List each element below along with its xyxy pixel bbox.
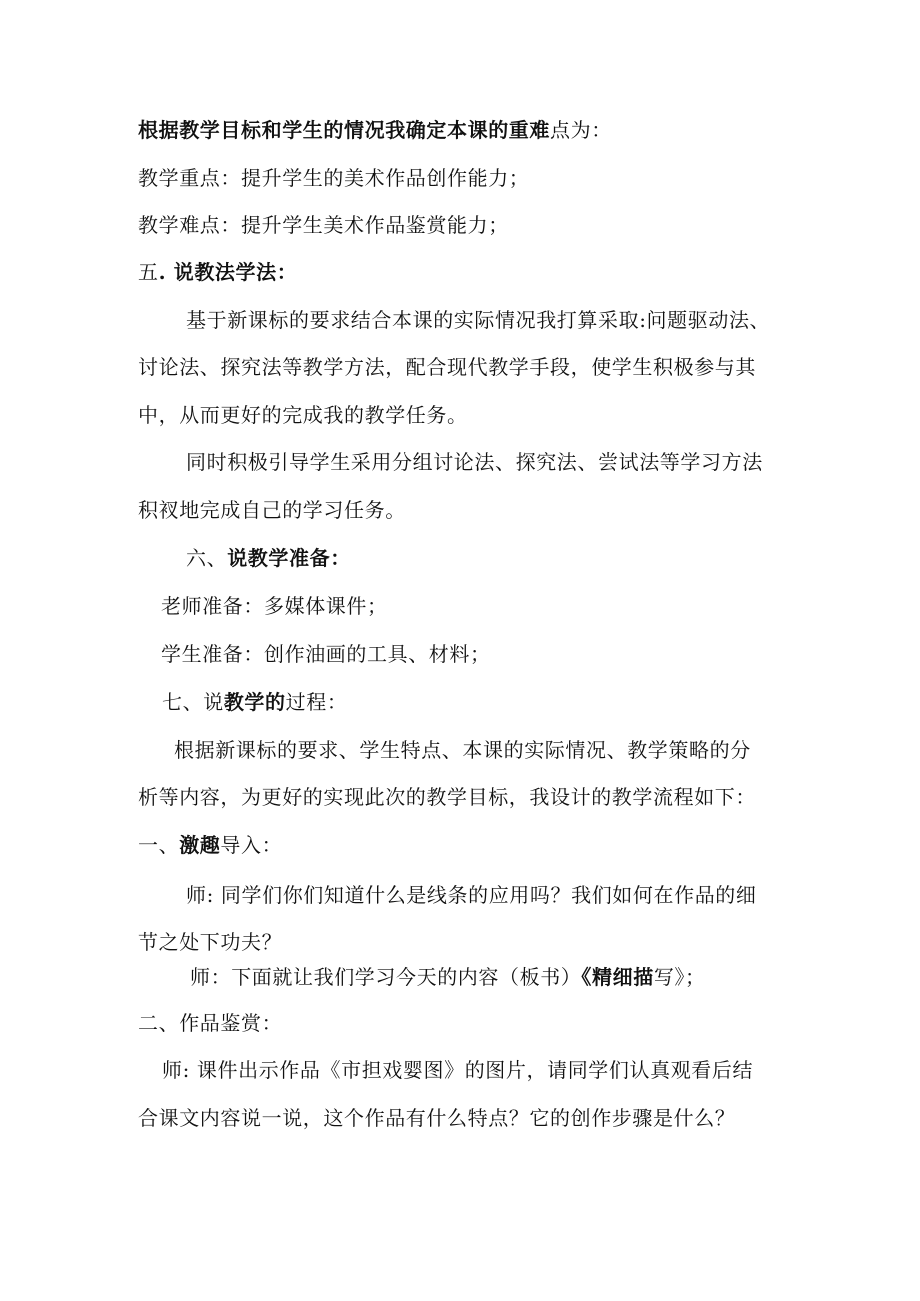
text-line	[138, 402, 468, 428]
text-line	[138, 117, 612, 143]
line-text: 中，从而更好的完成我的教学任务。	[138, 403, 468, 427]
line-text: 师: 同学们你们知道什么是线条的应用吗？我们如何在作品的细	[186, 883, 757, 907]
line-text: 同时积极引导学生采用分组讨论法、探究法、尝试法等学习方法	[186, 450, 763, 474]
line-text: 师：下面就让我们学习今天的内容（板书）	[190, 965, 582, 989]
line-bold-text: 《精细描	[581, 965, 654, 989]
text-line	[138, 497, 406, 523]
line-text: 师: 课件出示作品《市担戏婴图》的图片，请同学们认真观看后结	[162, 1058, 754, 1082]
text-line	[138, 1105, 735, 1131]
text-line	[138, 354, 756, 380]
text-line	[162, 1057, 753, 1083]
text-line	[138, 929, 282, 955]
text-line	[161, 593, 388, 619]
line-bold-text: 根据教学目标和学生的情况我确定本课的重难	[138, 118, 550, 142]
section-heading	[162, 689, 347, 715]
line-bold-text: 说教学准备：	[227, 546, 351, 570]
line-text-tail: 过程：	[285, 690, 348, 714]
line-text: 教学重点：提升学生的美术作品创作能力；	[138, 166, 530, 190]
line-text: 析等内容，为更好的实现此次的教学目标，我设计的教学流程如下：	[138, 785, 756, 809]
section-heading	[138, 259, 297, 285]
section-heading	[186, 545, 351, 571]
line-text: 讨论法、探究法等教学方法，配合现代教学手段，使学生积极参与其	[138, 355, 756, 379]
line-text: 根据新课标的要求、学生特点、本课的实际情况、教学策略的分	[174, 738, 751, 762]
line-text: 基于新课标的要求结合本课的实际情况我打算采取:问题驱动法、	[186, 308, 771, 332]
line-text: 节之处下功夫？	[138, 930, 283, 954]
line-text-tail: 写》；	[653, 965, 706, 989]
line-text: 七、说	[162, 690, 224, 714]
section-heading	[138, 832, 282, 858]
line-bold-text: . 说教法学法：	[158, 260, 298, 284]
line-text-tail: 导入：	[220, 833, 283, 857]
line-text: 老师准备：多媒体课件；	[161, 594, 388, 618]
text-line	[138, 212, 509, 238]
text-line	[186, 882, 757, 908]
text-line	[186, 449, 763, 475]
line-text: 合课文内容说一说，这个作品有什么特点？它的创作步骤是什么？	[138, 1106, 736, 1130]
text-line	[186, 307, 770, 333]
line-text: 五	[138, 260, 159, 284]
text-line	[161, 641, 491, 667]
text-line	[174, 737, 751, 763]
line-text: 一、	[138, 833, 180, 857]
line-text: 学生准备：创作油画的工具、材料；	[161, 642, 491, 666]
line-text: 积衩地完成自己的学习任务。	[138, 498, 406, 522]
line-text: 六、	[186, 546, 228, 570]
text-line	[138, 784, 756, 810]
line-text: 教学难点：提升学生美术作品鉴赏能力；	[138, 213, 509, 237]
line-text-tail: 点为：	[550, 118, 612, 142]
line-bold-text: 激趣	[179, 833, 221, 857]
line-text: 二、作品鉴赏：	[138, 1011, 283, 1035]
text-line	[138, 165, 529, 191]
line-bold-text: 教学的	[223, 690, 286, 714]
section-heading	[138, 1010, 282, 1036]
text-line	[190, 964, 706, 990]
